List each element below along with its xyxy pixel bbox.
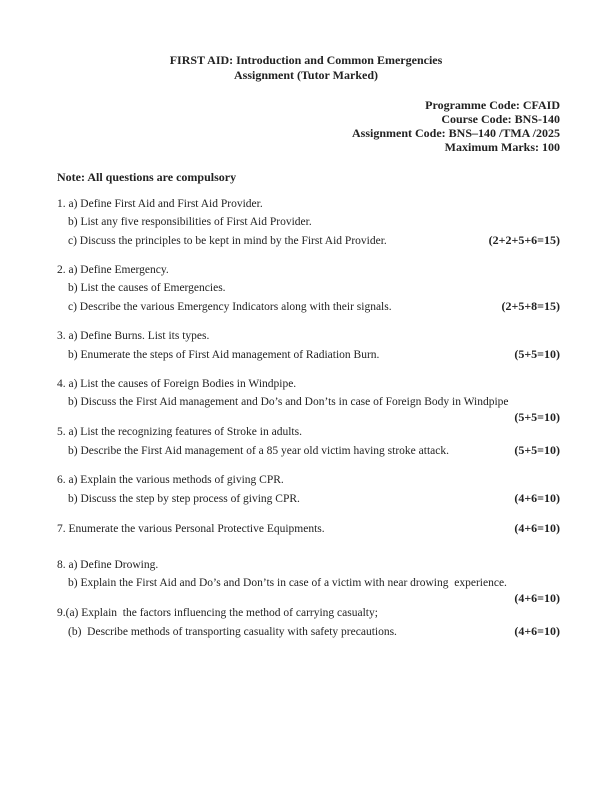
maximum-marks: Maximum Marks: 100 [444, 140, 560, 154]
questions-list [57, 195, 560, 641]
assignment-meta [0, 98, 612, 154]
question-text: (b) Describe methods of transporting casuality with safety precautions. [68, 626, 397, 638]
question-line [57, 375, 560, 393]
question-block-3 [57, 327, 560, 364]
question-text: b) Enumerate the steps of First Aid management of Radiation Burn. [68, 349, 380, 361]
question-text: b) List any five responsibilities of First Aid Provider. [68, 216, 312, 228]
document-title [0, 0, 612, 83]
question-text: 6. a) Explain the various methods of giving CPR. [57, 474, 284, 486]
question-marks: (2+5+8=15) [501, 299, 560, 313]
question-line [57, 592, 560, 604]
question-marks: (4+6=10) [514, 591, 560, 605]
question-line [57, 489, 560, 508]
question-text: 9.(a) Explain the factors influencing the method of carrying casualty; [57, 607, 378, 619]
question-block-2 [57, 261, 560, 316]
question-line [57, 327, 560, 345]
programme-code: Programme Code: CFAID [425, 98, 560, 112]
question-block-9 [57, 604, 560, 641]
question-line [57, 519, 560, 538]
question-line [57, 297, 560, 316]
question-line [57, 604, 560, 622]
question-text: b) Describe the First Aid management of a 85 year old victim having stroke attack. [68, 445, 449, 457]
title-line-1: FIRST AID: Introduction and Common Emergencies [169, 53, 443, 67]
question-text: c) Discuss the principles to be kept in mind by the First Aid Provider. [68, 235, 387, 247]
question-line [57, 261, 560, 279]
question-marks: (5+5=10) [514, 410, 560, 424]
question-line [57, 213, 560, 231]
question-line [57, 574, 560, 592]
question-line [57, 441, 560, 460]
question-text: 1. a) Define First Aid and First Aid Provider. [57, 198, 263, 210]
question-text: 3. a) Define Burns. List its types. [57, 330, 210, 342]
question-text: 4. a) List the causes of Foreign Bodies in Windpipe. [57, 378, 297, 390]
question-text: 2. a) Define Emergency. [57, 264, 169, 276]
question-marks: (4+6=10) [514, 624, 560, 638]
question-marks: (2+2+5+6=15) [488, 233, 560, 247]
question-line [57, 393, 560, 411]
question-text: 7. Enumerate the various Personal Protective Equipments. [57, 523, 325, 535]
question-marks: (4+6=10) [514, 491, 560, 505]
question-line [57, 423, 560, 441]
question-marks: (4+6=10) [514, 521, 560, 535]
question-text: c) Describe the various Emergency Indicators along with their signals. [68, 301, 392, 313]
question-block-5 [57, 423, 560, 460]
title-line-2: Assignment (Tutor Marked) [233, 68, 378, 82]
question-text: b) Discuss the First Aid management and Do’s and Don’ts in case of Foreign Body in Windpipe [68, 396, 509, 408]
question-block-6 [57, 471, 560, 508]
assignment-code: Assignment Code: BNS–140 /TMA /2025 [351, 126, 560, 140]
question-text: 5. a) List the recognizing features of Stroke in adults. [57, 426, 302, 438]
question-text: 8. a) Define Drowing. [57, 559, 159, 571]
question-line [57, 622, 560, 641]
course-code: Course Code: BNS-140 [441, 112, 560, 126]
question-line [57, 195, 560, 213]
question-line [57, 471, 560, 489]
question-line [57, 411, 560, 423]
question-marks: (5+5=10) [514, 347, 560, 361]
question-line [57, 556, 560, 574]
question-line [57, 345, 560, 364]
question-block-8 [57, 556, 560, 604]
compulsory-note: Note: All questions are compulsory [57, 170, 237, 184]
question-block-4 [57, 375, 560, 423]
question-block-7 [57, 519, 560, 538]
question-block-1 [57, 195, 560, 250]
question-text: b) Explain the First Aid and Do’s and Don’ts in case of a victim with near drowing experience. [68, 577, 507, 589]
question-marks: (5+5=10) [514, 443, 560, 457]
question-text: b) List the causes of Emergencies. [68, 282, 226, 294]
question-text: b) Discuss the step by step process of giving CPR. [68, 493, 300, 505]
question-line [57, 231, 560, 250]
question-line [57, 279, 560, 297]
